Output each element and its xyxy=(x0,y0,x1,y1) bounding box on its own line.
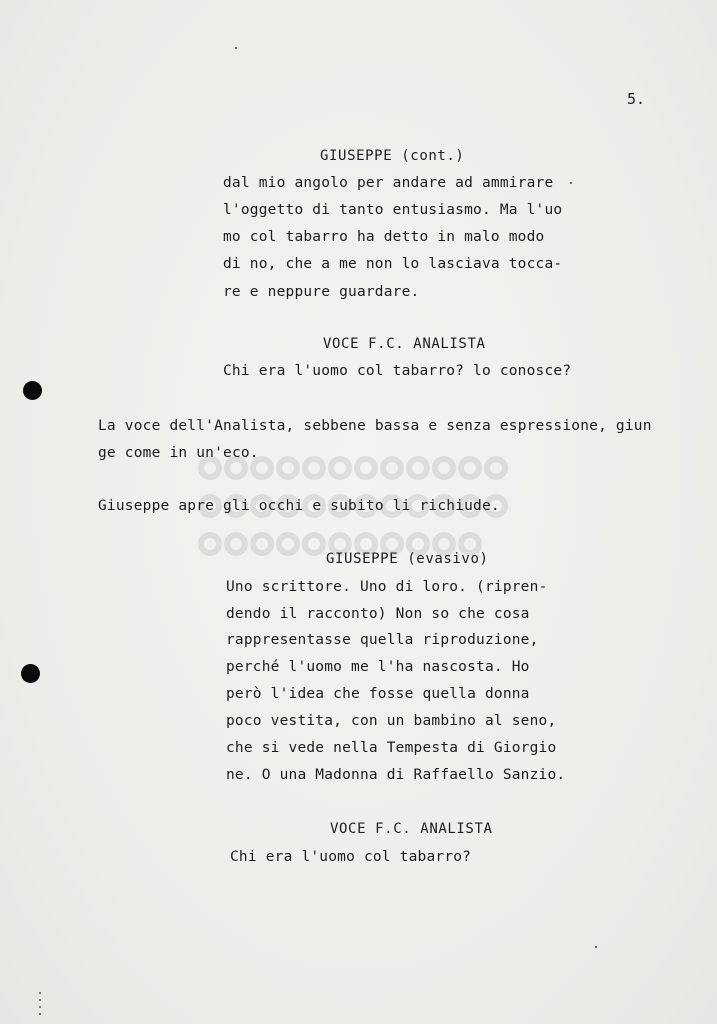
punch-hole-icon xyxy=(23,381,42,400)
paper-speck xyxy=(235,47,237,49)
dialogue-line: l'oggetto di tanto entusiasmo. Ma l'uo xyxy=(223,202,563,218)
dialogue-line: però l'idea che fosse quella donna xyxy=(226,686,530,702)
dialogue-line: re e neppure guardare. xyxy=(223,284,420,300)
dialogue-line: poco vestita, con un bambino al seno, xyxy=(226,713,557,729)
character-cue: VOCE F.C. ANALISTA xyxy=(330,821,493,837)
page-number: 5. xyxy=(627,90,646,108)
dialogue-line: di no, che a me non lo lasciava tocca- xyxy=(223,256,563,272)
action-line: ge come in un'eco. xyxy=(98,445,259,461)
dialogue-line: dendo il racconto) Non so che cosa xyxy=(226,606,530,622)
punch-hole-icon xyxy=(21,664,40,683)
margin-dots xyxy=(39,992,42,1020)
dialogue-line: perché l'uomo me l'ha nascosta. Ho xyxy=(226,659,530,675)
paper-speck xyxy=(570,182,572,184)
dialogue-line: mo col tabarro ha detto in malo modo xyxy=(223,229,545,245)
paper-speck xyxy=(595,946,597,948)
action-line: Giuseppe apre gli occhi e subito li richiude. xyxy=(98,498,500,514)
dialogue-line: Uno scrittore. Uno di loro. (ripren- xyxy=(226,579,548,595)
character-cue: GIUSEPPE (evasivo) xyxy=(326,551,489,567)
dialogue-line: ne. O una Madonna di Raffaello Sanzio. xyxy=(226,767,566,783)
character-cue: VOCE F.C. ANALISTA xyxy=(323,336,486,352)
character-cue: GIUSEPPE (cont.) xyxy=(320,148,465,164)
action-line: La voce dell'Analista, sebbene bassa e senza espressione, giun xyxy=(98,418,652,434)
dialogue-line: dal mio angolo per andare ad ammirare xyxy=(223,175,554,191)
dialogue-line: rappresentasse quella riproduzione, xyxy=(226,632,539,648)
dialogue-line: che si vede nella Tempesta di Giorgio xyxy=(226,740,557,756)
dialogue-line: Chi era l'uomo col tabarro? lo conosce? xyxy=(223,363,572,379)
dialogue-line: Chi era l'uomo col tabarro? xyxy=(230,849,472,865)
